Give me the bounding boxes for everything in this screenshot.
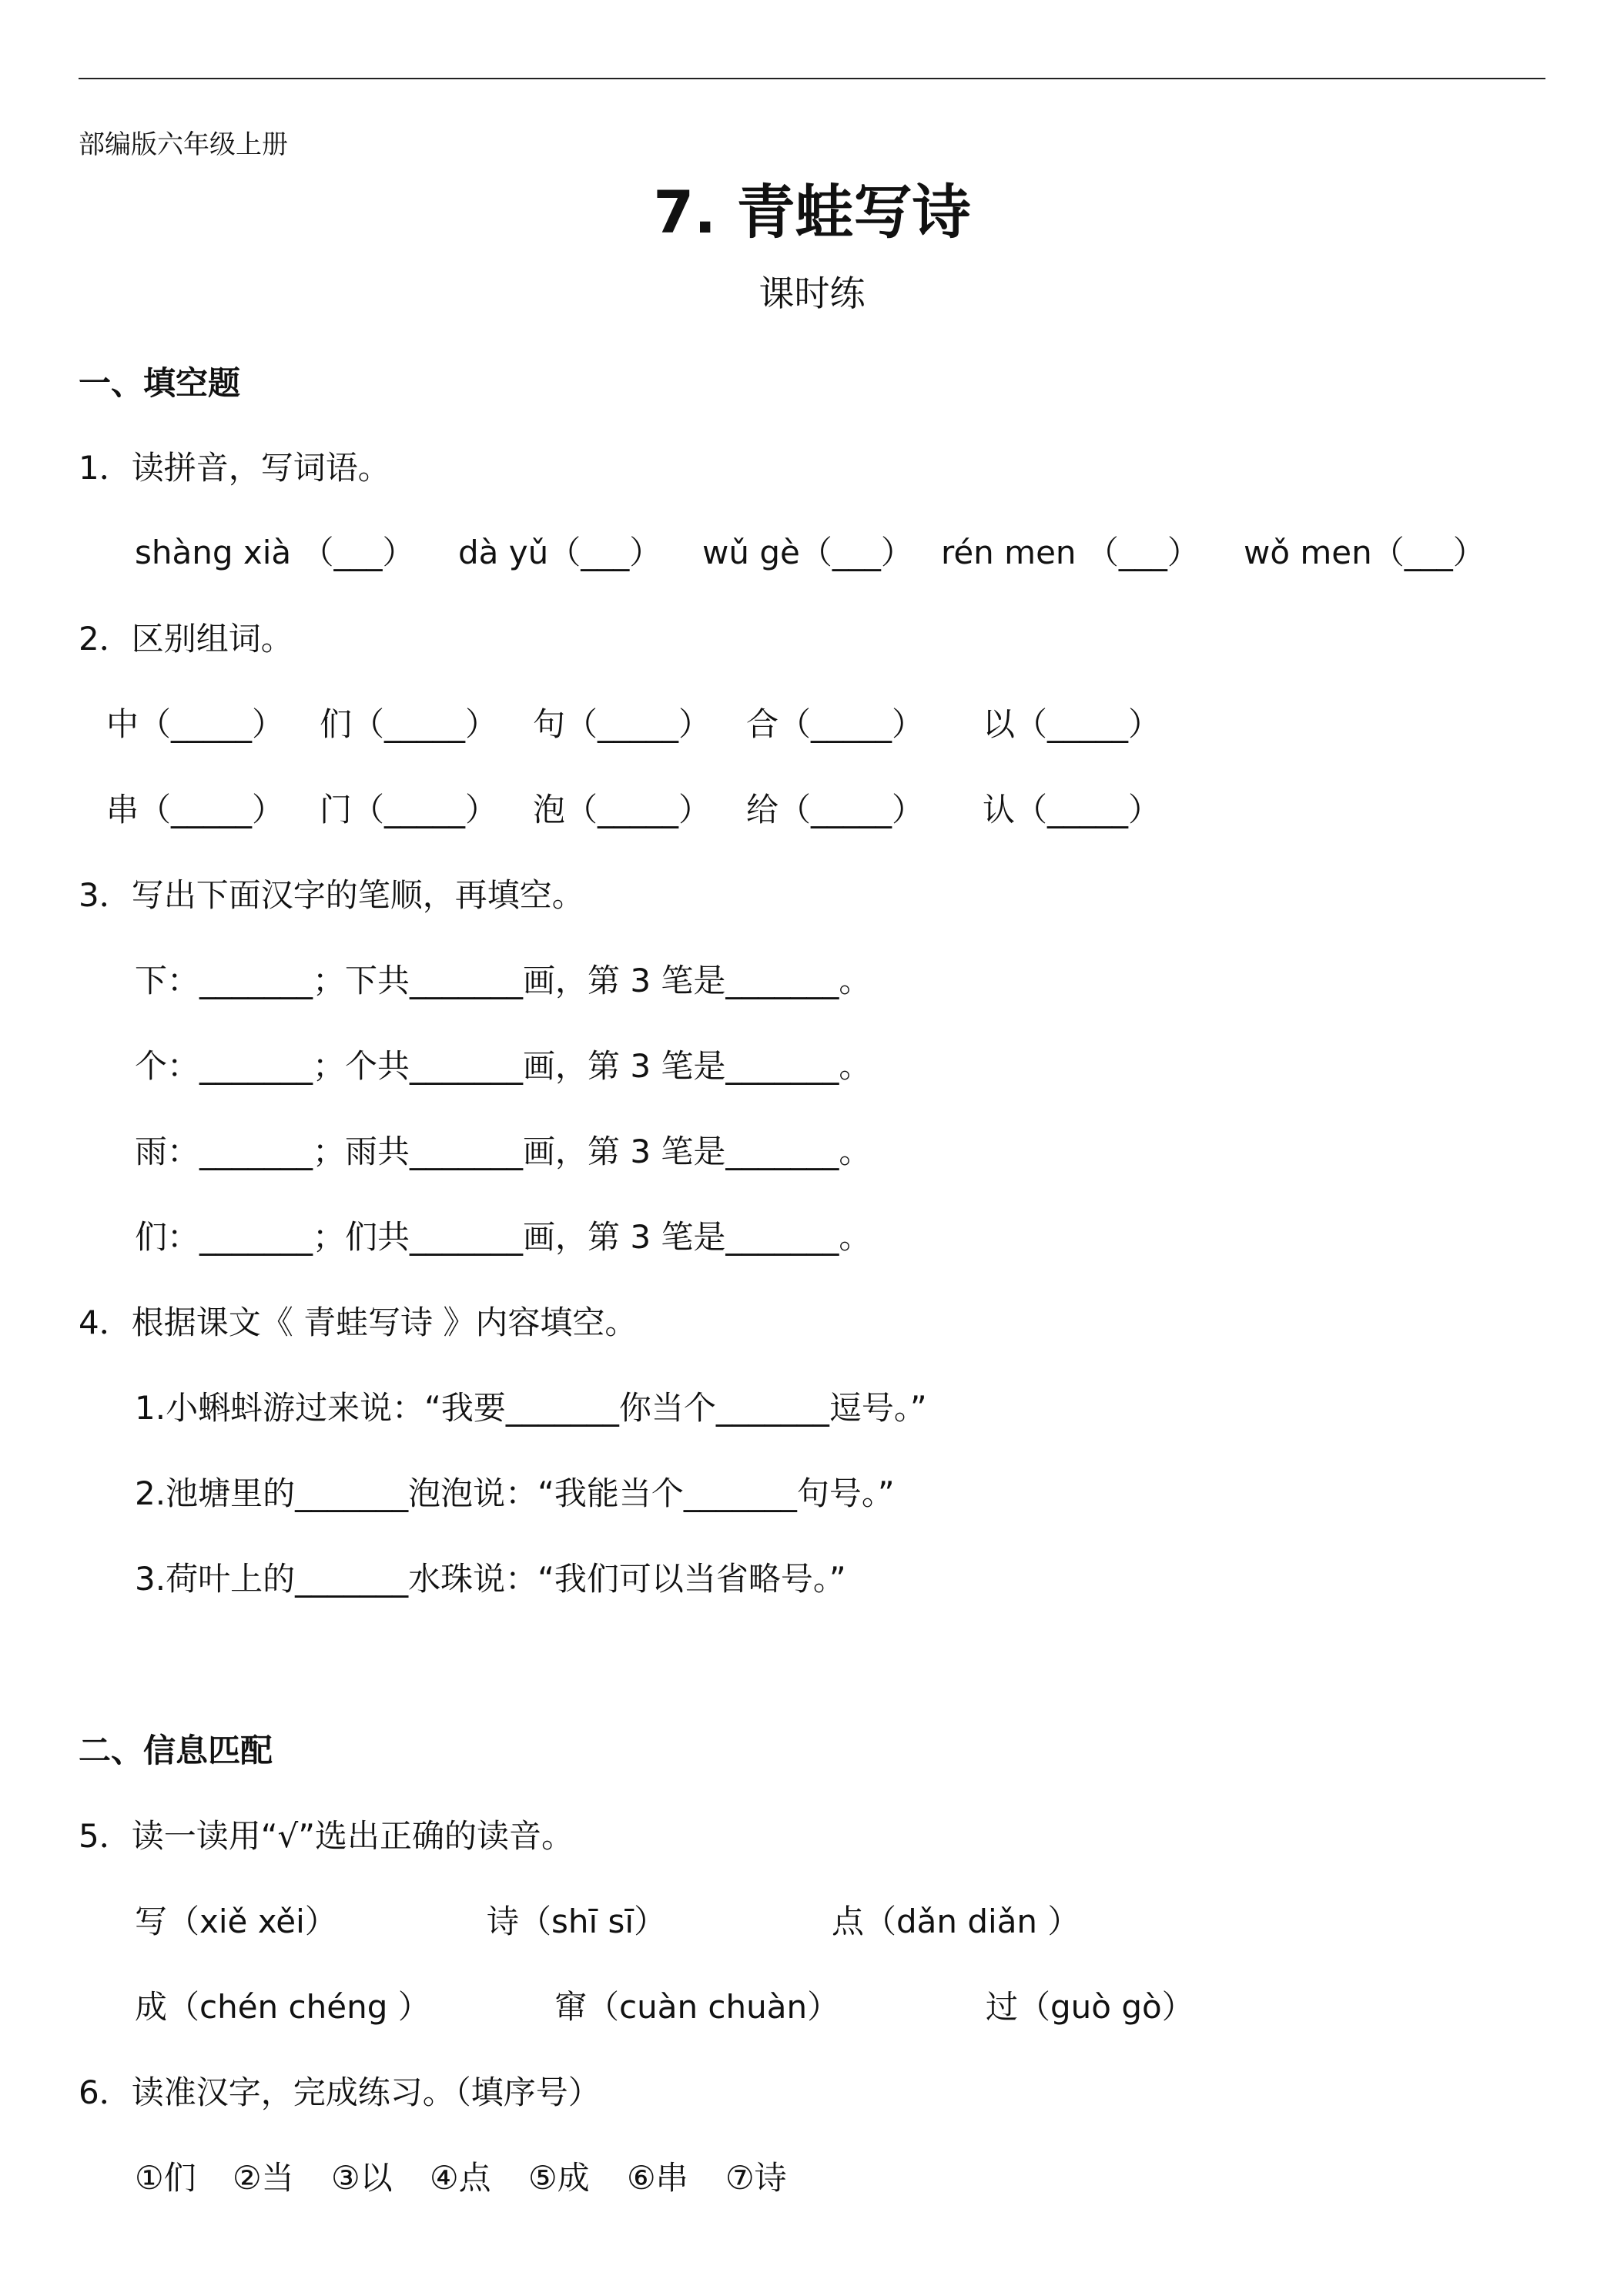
text-fill-line: 3.荷叶上的_______水珠说：“我们可以当省略号。”: [135, 1560, 846, 1598]
pinyin-item: shàng xià （___）: [135, 534, 415, 571]
section-heading-fill-blank: 一、填空题: [79, 364, 241, 402]
pronunciation-choice: 过（guò gò）: [986, 1988, 1194, 2026]
word-group-item: 泡（_____）: [533, 791, 712, 828]
word-group-item: 合（_____）: [746, 705, 925, 743]
pinyin-item: wǔ gè（___）: [702, 534, 913, 571]
character-option: ①们: [135, 2159, 196, 2197]
section-heading-matching: 二、信息匹配: [79, 1732, 273, 1769]
word-group-item: 以（_____）: [983, 705, 1161, 743]
pinyin-item: dà yǔ（___）: [458, 534, 662, 571]
word-group-item: 给（_____）: [746, 791, 925, 828]
question-2-prompt: 2．区别组词。: [79, 620, 293, 658]
stroke-order-line: 下：_______；下共_______画，第 3 笔是_______。: [135, 962, 872, 999]
page-title: 7. 青蛙写诗: [653, 178, 971, 246]
word-group-item: 中（_____）: [106, 705, 285, 743]
pronunciation-choice: 诗（shī sī）: [487, 1903, 667, 1940]
character-option: ⑦诗: [725, 2159, 787, 2197]
pinyin-item: rén men （___）: [941, 534, 1200, 571]
question-3-prompt: 3．写出下面汉字的笔顺，再填空。: [79, 876, 584, 914]
page-subtitle: 课时练: [758, 273, 866, 314]
word-group-item: 认（_____）: [983, 791, 1161, 828]
question-5-row-1: [0, 1896, 1624, 1943]
question-1-prompt: 1．读拼音，写词语。: [79, 449, 390, 487]
edition-label: 部编版六年级上册: [79, 129, 288, 160]
pronunciation-choice: 点（dǎn diǎn ）: [832, 1903, 1080, 1940]
pinyin-item: wǒ men（___）: [1244, 534, 1485, 571]
question-5-row-2: [0, 1982, 1624, 2028]
text-fill-line: 1.小蝌蚪游过来说：“我要_______你当个_______逗号。”: [135, 1389, 927, 1427]
question-4-prompt: 4．根据课文《 青蛙写诗 》内容填空。: [79, 1304, 638, 1341]
word-group-item: 门（_____）: [320, 791, 498, 828]
word-group-item: 们（_____）: [320, 705, 498, 743]
character-option: ②当: [233, 2159, 294, 2197]
stroke-order-line: 们：_______；们共_______画，第 3 笔是_______。: [135, 1218, 872, 1256]
stroke-order-line: 雨：_______；雨共_______画，第 3 笔是_______。: [135, 1133, 872, 1170]
question-6-prompt: 6．读准汉字，完成练习。（填序号）: [79, 2073, 601, 2111]
pronunciation-choice: 窜（cuàn chuàn）: [554, 1988, 840, 2026]
stroke-order-line: 个：_______；个共_______画，第 3 笔是_______。: [135, 1047, 872, 1085]
character-option: ⑥串: [627, 2159, 688, 2197]
question-2-row-2: [0, 785, 1624, 831]
character-option: ⑤成: [528, 2159, 590, 2197]
pronunciation-choice: 成（chén chéng ）: [135, 1988, 430, 2026]
question-6-items: [0, 2153, 1624, 2199]
pronunciation-choice: 写（xiě xěi）: [135, 1903, 337, 1940]
character-option: ③以: [331, 2159, 393, 2197]
word-group-item: 句（_____）: [533, 705, 712, 743]
text-fill-line: 2.池塘里的_______泡泡说：“我能当个_______句号。”: [135, 1474, 895, 1512]
character-option: ④点: [430, 2159, 491, 2197]
question-1-items: [0, 527, 1624, 574]
header-rule: [79, 78, 1545, 79]
word-group-item: 串（_____）: [106, 791, 285, 828]
question-2-row-1: [0, 699, 1624, 745]
question-5-prompt: 5．读一读用“√”选出正确的读音。: [79, 1817, 574, 1855]
